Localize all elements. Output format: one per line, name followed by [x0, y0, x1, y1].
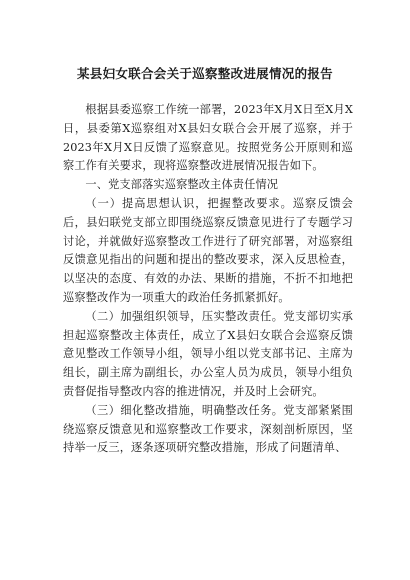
- paragraph-item-2: （二）加强组织领导，压实整改责任。党支部切实承担起巡察整改主体责任，成立了X县妇女联合会巡察反馈意见整改工作领导小组，领导小组以党支部书记、主席为组长，副主席为副组长，办公室人员为成员，领导小组负责督促指导整改内容的推进情况，并及时上会研究。: [63, 309, 353, 398]
- section-heading-1: 一、党支部落实巡察整改主体责任情况: [85, 178, 279, 192]
- document-title: 某县妇女联合会关于巡察整改进展情况的报告: [76, 66, 333, 81]
- document-body: [63, 101, 353, 458]
- paragraph-item-1: （一）提高思想认识，把握整改要求。巡察反馈会后，县妇联党支部立即围绕巡察反馈意见进行了专题学习讨论，并就做好巡察整改工作进行了研究部署，对巡察组反馈意见指出的问题和提出的整改要求，深入反思检查，以坚决的态度、有效的办法、果断的措施，不折不扣地把巡察整改作为一项重大的政治任务抓紧抓好。: [63, 196, 353, 304]
- paragraph-intro: 根据县委巡察工作统一部署，2023年X月X日至X月X日，县委第X巡察组对X县妇女联合会开展了巡察，并于2023年X月X日反馈了巡察意见。按照党务公开原则和巡察工作有关要求，现将巡察整改进展情况报告如下。: [63, 103, 353, 173]
- paragraph-item-3: （三）细化整改措施，明确整改任务。党支部紧紧围绕巡察反馈意见和巡察整改工作要求，深刻剖析原因，坚持举一反三，逐条逐项研究整改措施，形成了问题清单、: [63, 403, 353, 455]
